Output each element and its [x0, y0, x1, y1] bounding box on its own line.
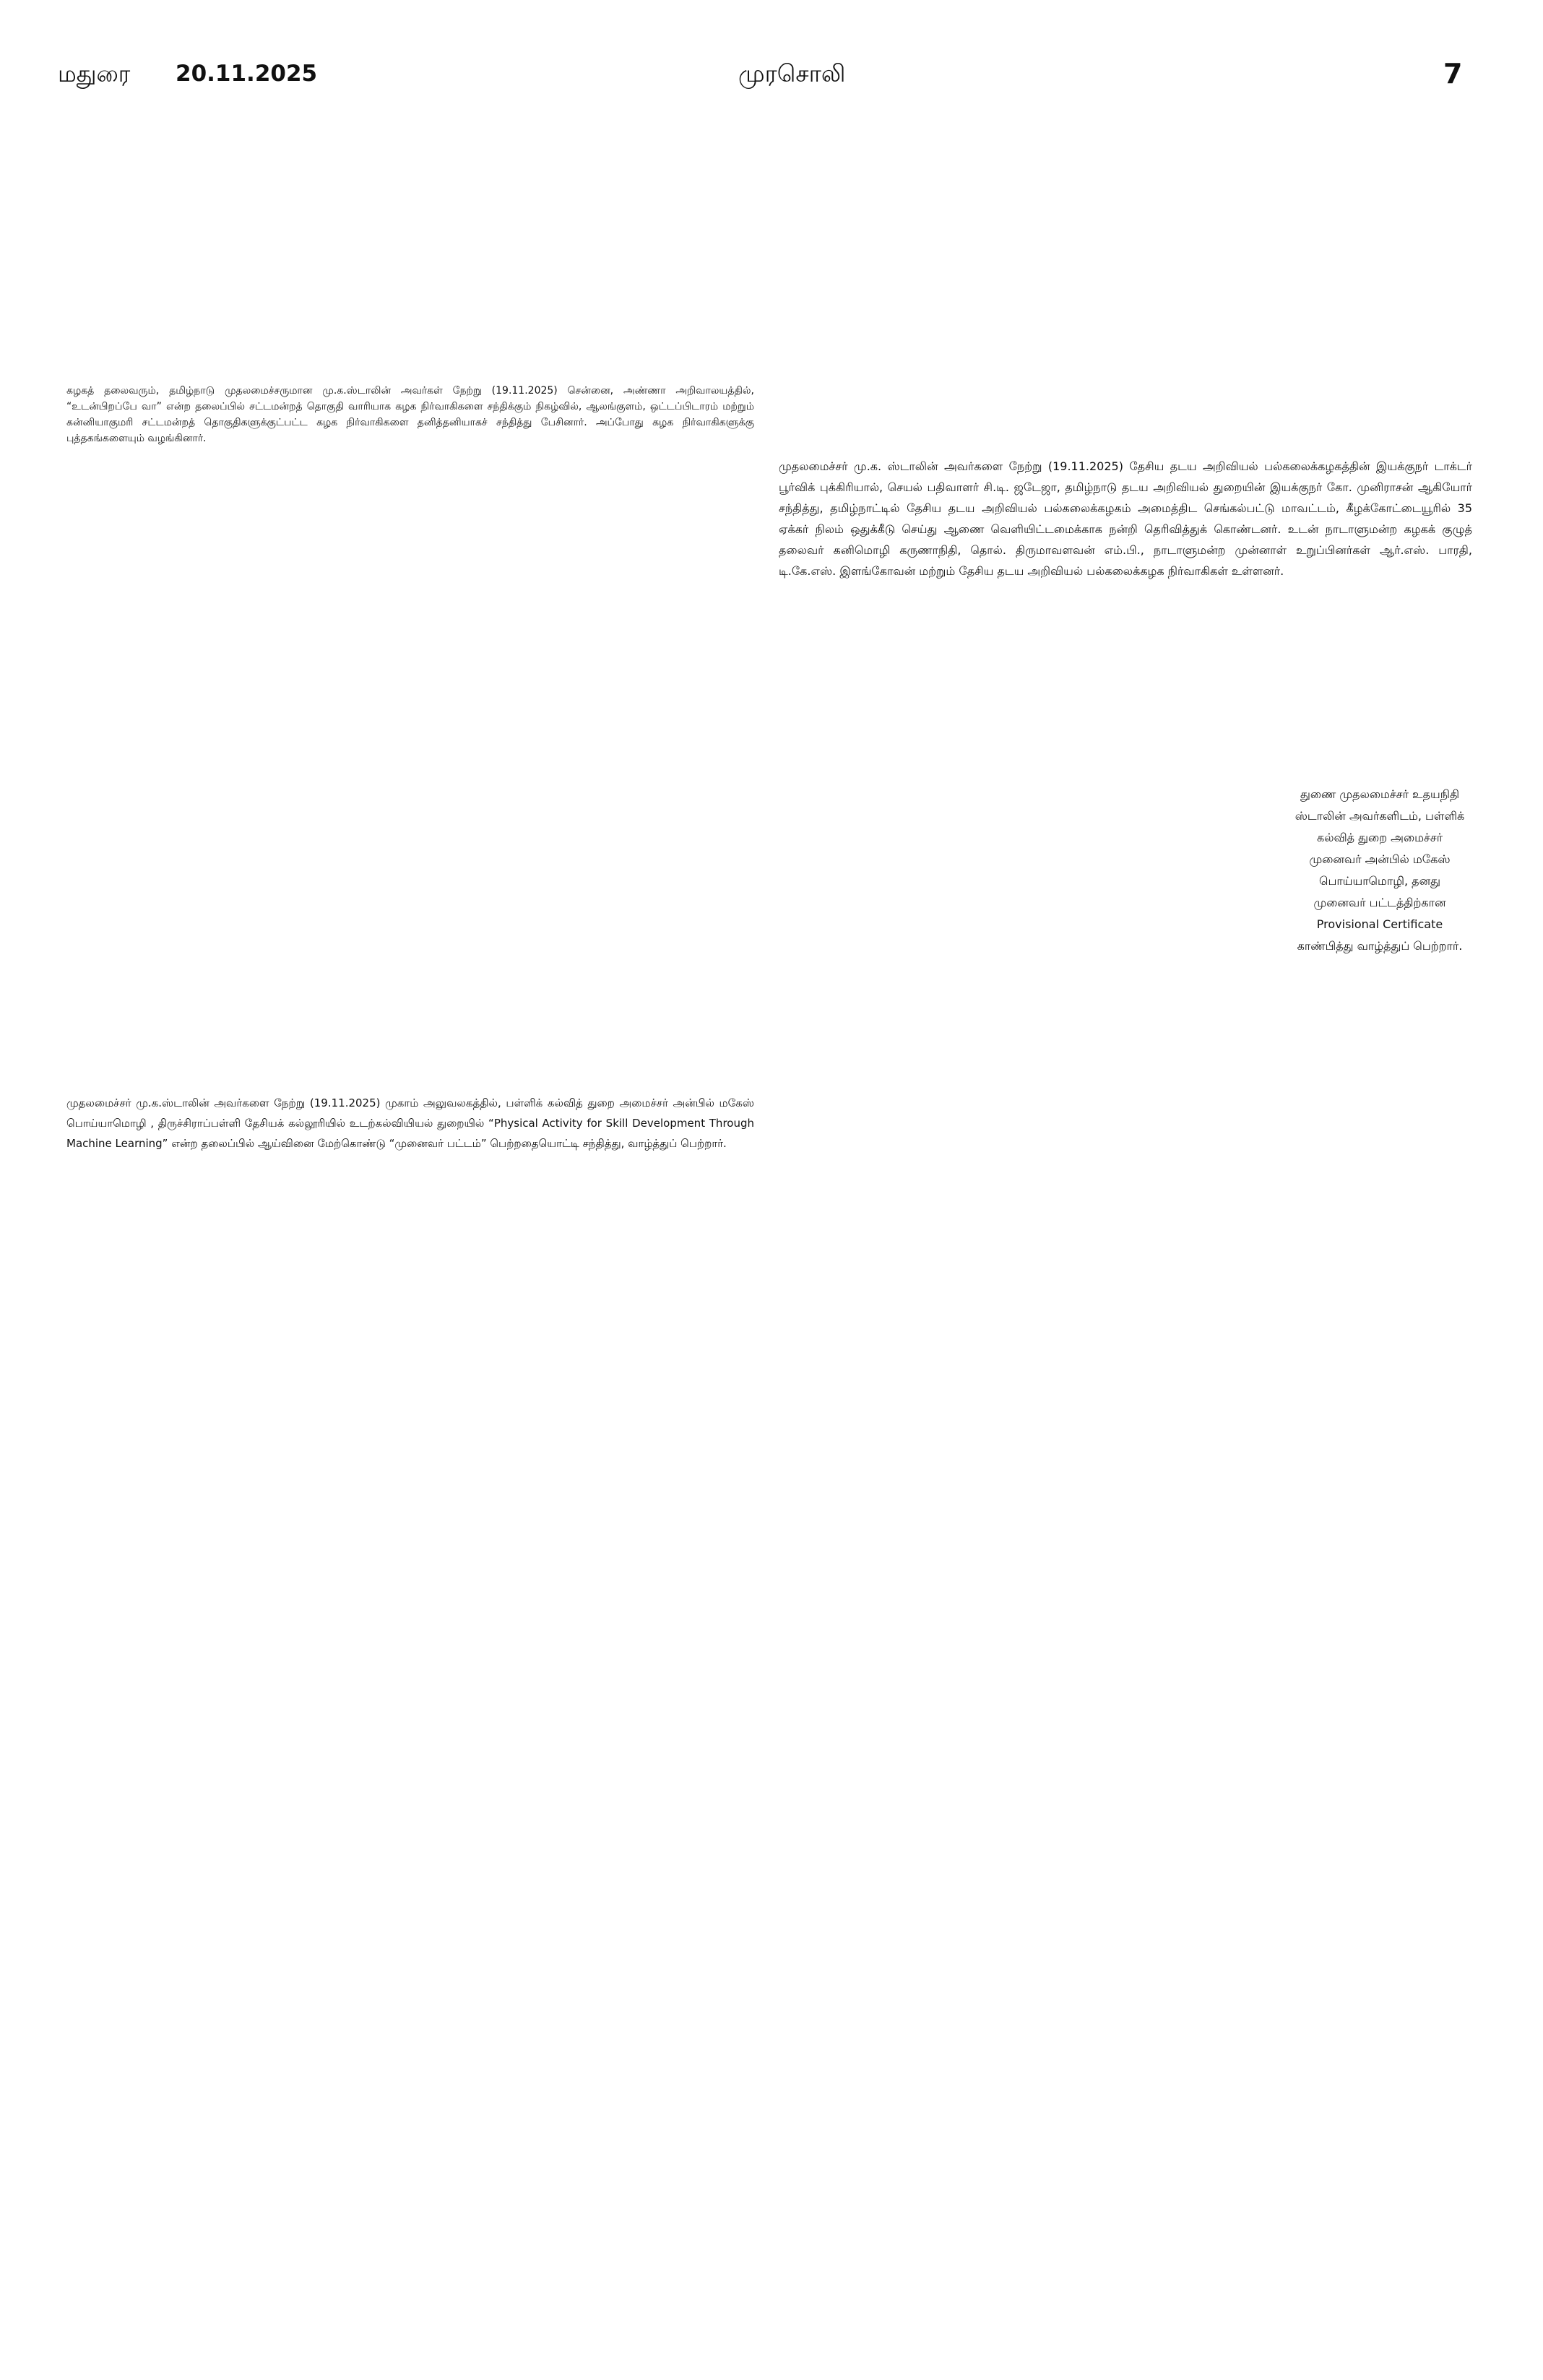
photo-caption-doctorate: முதலமைச்சர் மு.க.ஸ்டாலின் அவர்களை நேற்று (19.11.2025) முகாம் அலுவலகத்தில், பள்ளிக் கல்வித் துறை அமைச்சர் அன்பில் மகேஸ் பொய்யாமொழி , திருச்சிராப்பள்ளி தேசியக் கல்லூரியில் உடற்கல்வியியல் துறையில் “Physical Activity for Skill Development Through Machine Learning” என்ற தலைப்பில் ஆய்வினை மேற்கொண்டு “முனைவர் பட்டம்” பெற்றதையொட்டி சந்தித்து, வாழ்த்துப் பெற்றார். — [66, 1096, 754, 1150]
header-date: 20.11.2025 — [176, 61, 318, 87]
photo-caption-party-meeting: கழகத் தலைவரும், தமிழ்நாடு முதலமைச்சருமான மு.க.ஸ்டாலின் அவர்கள் நேற்று (19.11.2025) சென்னை, அண்ணா அறிவாலயத்தில், “உடன்பிறப்பே வா” என்ற தலைப்பில் சட்டமன்றத் தொகுதி வாரியாக கழக நிர்வாகிகளை சந்திக்கும் நிகழ்வில், ஆலங்குளம், ஒட்டப்பிடாரம் மற்றும் கன்னியாகுமரி சட்டமன்றத் தொகுதிகளுக்குட்பட்ட கழக நிர்வாகிகளை தனித்தனியாகச் சந்தித்து பேசினார். அப்போது கழக நிர்வாகிகளுக்கு புத்தகங்களையும் வழங்கினார். — [66, 385, 754, 444]
page-number: 7 — [1443, 58, 1463, 90]
photo-caption-forensic-university: முதலமைச்சர் மு.க. ஸ்டாலின் அவர்களை நேற்று (19.11.2025) தேசிய தடய அறிவியல் பல்கலைக்கழகத்தின் இயக்குநர் டாக்டர் பூர்விக் புக்கிரியால், செயல் பதிவாளர் சி.டி. ஜடேஜா, தமிழ்நாடு தடய அறிவியல் துறையின் இயக்குநர் கோ. முனிராசன் ஆகியோர் சந்தித்து, தமிழ்நாட்டில் தேசிய தடய அறிவியல் பல்கலைக்கழகம் அமைத்திட செங்கல்பட்டு மாவட்டம், கீழக்கோட்டையூரில் 35 ஏக்கர் நிலம் ஒதுக்கீடு செய்து ஆணை வெளியிட்டமைக்காக நன்றி தெரிவித்துக் கொண்டனர். உடன் நாடாளுமன்ற கழகக் குழுத் தலைவர் கனிமொழி கருணாநிதி, தொல். திருமாவளவன் எம்.பி., நாடாளுமன்ற முன்னாள் உறுப்பினர்கள் ஆர்.எஸ். பாரதி, டி.கே.எஸ். இளங்கோவன் மற்றும் தேசிய தடய அறிவியல் பல்கலைக்கழக நிர்வாகிகள் உள்ளனர். — [779, 459, 1473, 578]
newspaper-name: முரசொலி — [738, 59, 846, 87]
photo-caption-certificate: துணை முதலமைச்சர் உதயநிதி ஸ்டாலின் அவர்களிடம், பள்ளிக் கல்வித் துறை அமைச்சர் முனைவர் அன்பில் மகேஸ் பொய்யாமொழி, தனது முனைவர் பட்டத்திற்கான Provisional Certificate காண்பித்து வாழ்த்துப் பெற்றார். — [1295, 787, 1465, 953]
header-city: மதுரை — [58, 60, 131, 87]
